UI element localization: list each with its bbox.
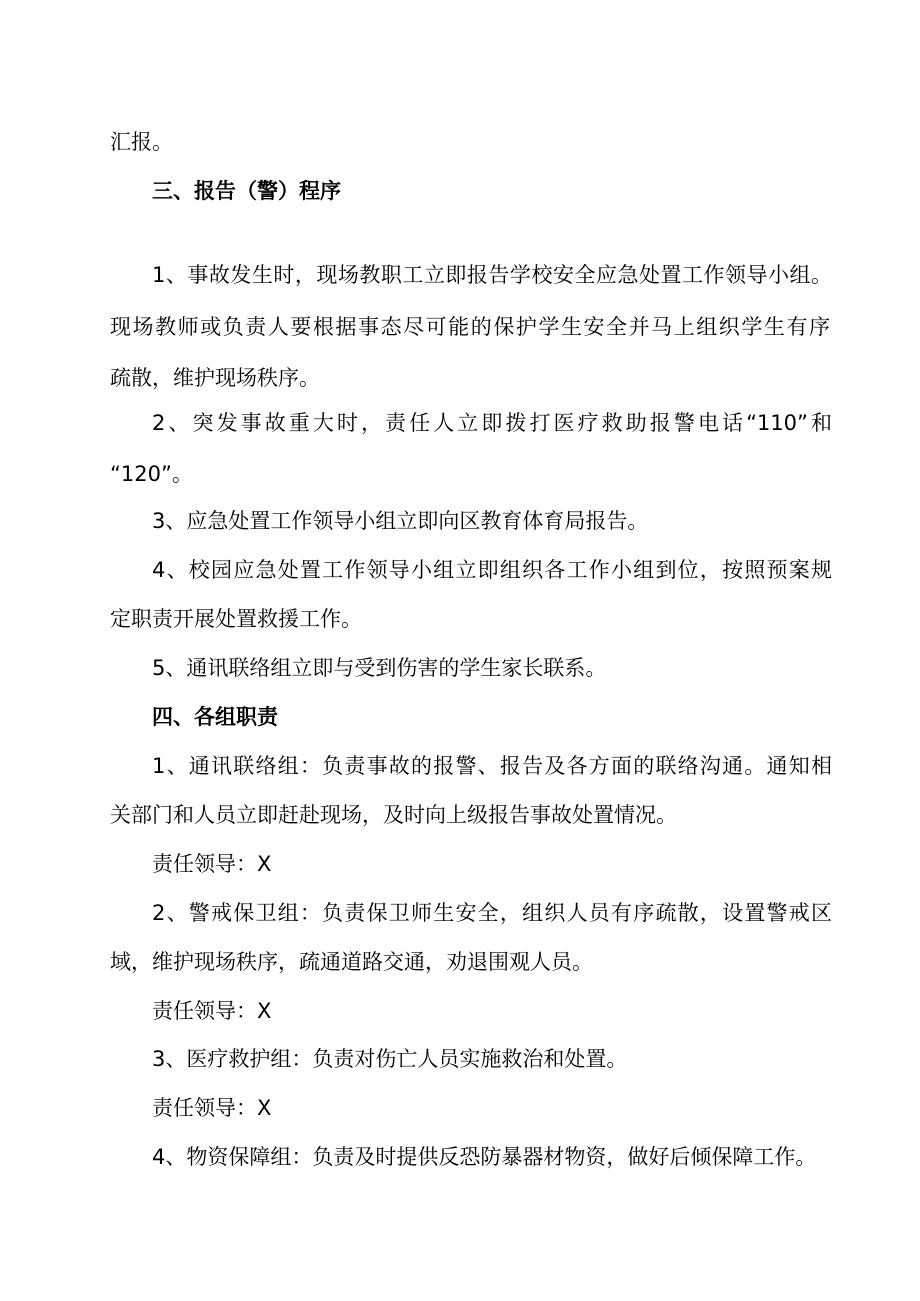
- paragraph-line: 2、突发事故重大时，责任人立即拨打医疗救助报警电话“110”和: [152, 411, 832, 435]
- paragraph-line: 汇报。: [110, 130, 173, 154]
- paragraph-line: 4、校园应急处置工作领导小组立即组织各工作小组到位，按照预案规: [152, 558, 832, 582]
- paragraph-line: 3、应急处置工作领导小组立即向区教育体育局报告。: [152, 509, 649, 533]
- paragraph-line: 疏散，维护现场秩序。: [110, 366, 320, 390]
- paragraph-line: 5、通讯联络组立即与受到伤害的学生家长联系。: [152, 656, 607, 680]
- paragraph-line: 3、医疗救护组：负责对伤亡人员实施救治和处置。: [152, 1047, 628, 1071]
- paragraph-line: 1、通讯联络组：负责事故的报警、报告及各方面的联络沟通。通知相: [152, 754, 832, 778]
- paragraph-line: 现场教师或负责人要根据事态尽可能的保护学生安全并马上组织学生有序: [110, 315, 830, 339]
- section-heading-group-duties: 四、各组职责: [152, 705, 278, 729]
- paragraph-line: 1、事故发生时，现场教职工立即报告学校安全应急处置工作领导小组。: [152, 263, 832, 287]
- paragraph-line: 4、物资保障组：负责及时提供反恐防暴器材物资，做好后倾保障工作。: [152, 1145, 817, 1169]
- section-heading-report-procedure: 三、报告（警）程序: [152, 179, 341, 203]
- paragraph-line: 2、警戒保卫组：负责保卫师生安全，组织人员有序疏散，设置警戒区: [152, 901, 832, 925]
- responsible-leader-line: 责任领导：X: [152, 999, 272, 1023]
- paragraph-line: 关部门和人员立即赶赴现场，及时向上级报告事故处置情况。: [110, 803, 677, 827]
- responsible-leader-line: 责任领导：X: [152, 1096, 272, 1120]
- paragraph-line: 定职责开展处置救援工作。: [110, 607, 362, 631]
- paragraph-line: 域，维护现场秩序，疏通道路交通，劝退围观人员。: [110, 950, 593, 974]
- paragraph-line: “120”。: [110, 462, 193, 486]
- responsible-leader-line: 责任领导：X: [152, 852, 272, 876]
